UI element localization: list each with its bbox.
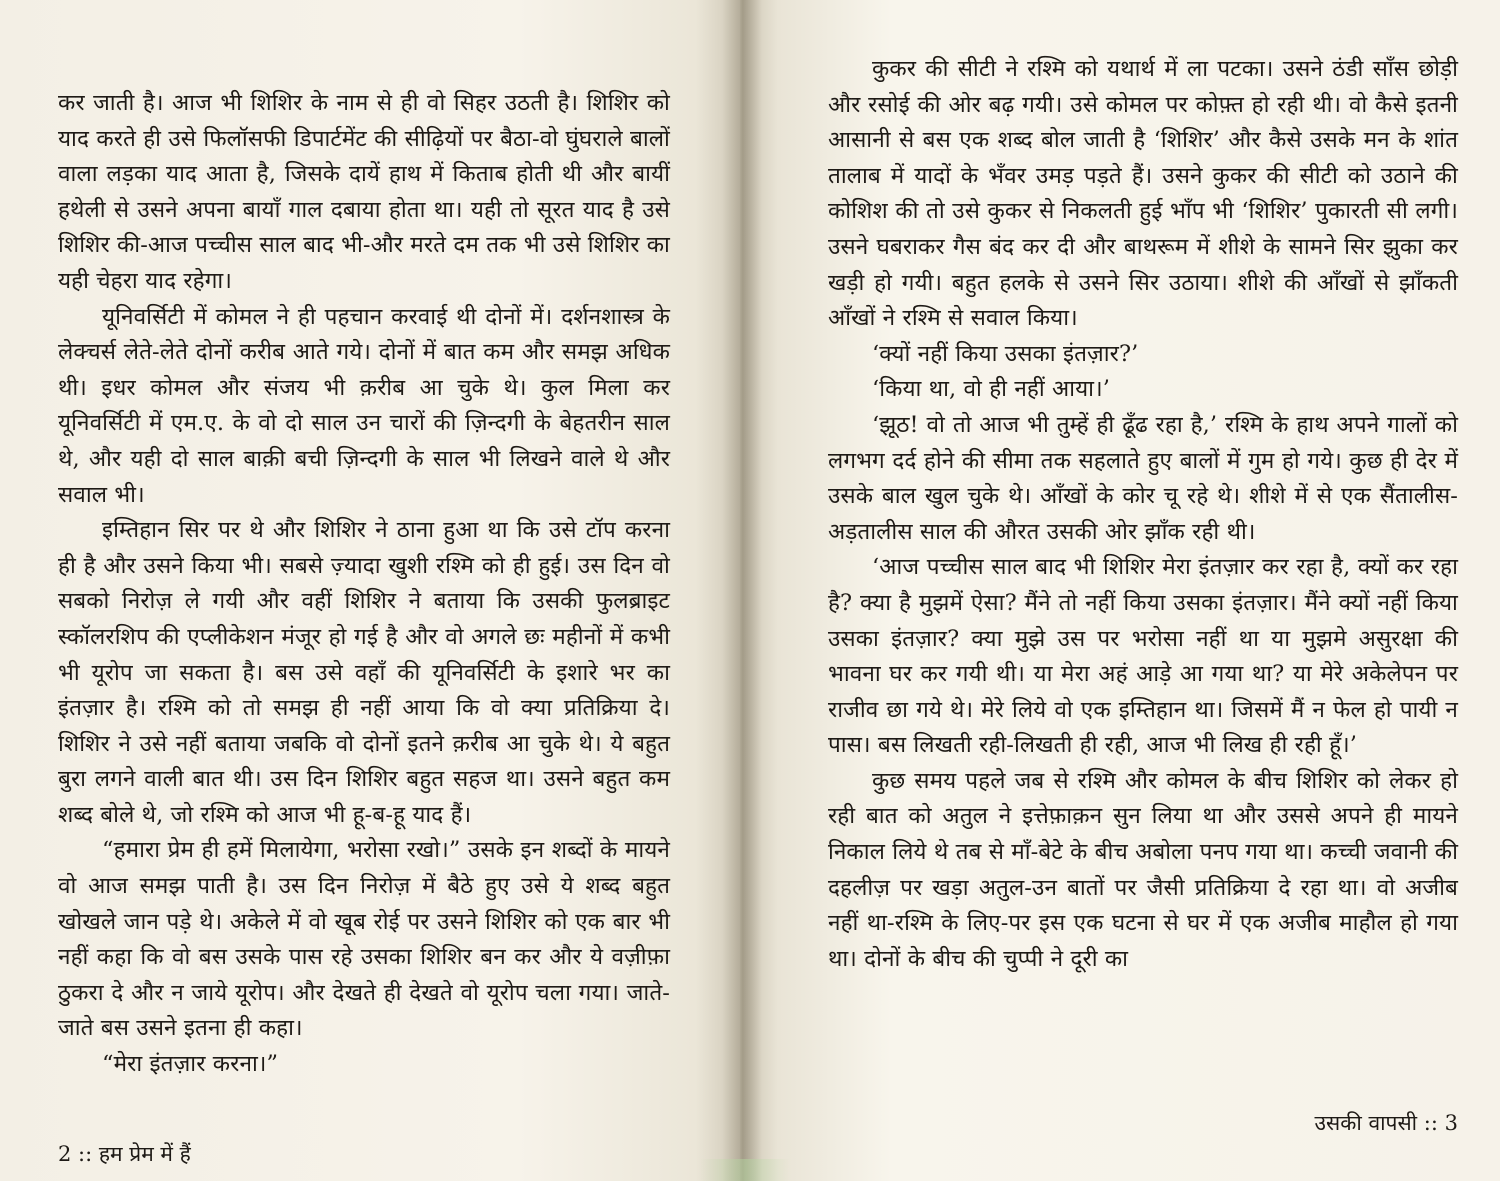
paragraph: कुछ समय पहले जब से रश्मि और कोमल के बीच शिशिर को लेकर हो रही बात को अतुल ने इत्तेफ़ाक़न सुन लिया था और उससे अपने ही मायने निकाल लिये थे तब से माँ-बेटे के बीच अबोला पनप गया था। कच्ची जवानी की दहलीज़ पर खड़ा अतुल-उन बातों पर जैसी प्रतिक्रिया दे रहा था। वो अजीब नहीं था-रश्मि के लिए-पर इस एक घटना से घर में एक अजीब माहौल हो गया था। दोनों के बीच की चुप्पी ने दूरी का: [828, 767, 1458, 972]
page-number-footer: उसकी वापसी :: 3: [1314, 1111, 1458, 1135]
paragraph: ‘किया था, वो ही नहीं आया।’: [872, 376, 1110, 403]
paragraph: “मेरा इंतज़ार करना।”: [102, 1051, 279, 1078]
paragraph: ‘झूठ! वो तो आज भी तुम्हें ही ढूँढ रहा है,’ रश्मि के हाथ अपने गालों को लगभग दर्द होने की सीमा तक सहलाते हुए बालों में गुम हो गये। कुछ ही देर में उसके बाल खुल चुके थे। आँखों के कोर चू रहे थे। शीशे में से एक सैंतालीस-अड़तालीस साल की औरत उसकी ओर झाँक रही थी।: [828, 411, 1458, 545]
paragraph: इम्तिहान सिर पर थे और शिशिर ने ठाना हुआ था कि उसे टॉप करना ही है और उसने किया भी। सबसे ज़्यादा खुशी रश्मि को ही हुई। उस दिन वो सबको निरोज़ ले गयी और वहीं शिशिर ने बताया कि उसकी फुलब्राइट स्कॉलरशिप की एप्लीकेशन मंजूर हो गई है और वो अगले छः महीनों में कभी भी यूरोप जा सकता है। बस उसे वहाँ की यूनिवर्सिटी के इशारे भर का इंतज़ार है। रश्मि को तो समझ ही नहीं आया कि वो क्या प्रतिक्रिया दे। शिशिर ने उसे नहीं बताया जबकि वो दोनों इतने क़रीब आ चुके थे। ये बहुत बुरा लगने वाली बात थी। उस दिन शिशिर बहुत सहज था। उसने बहुत कम शब्द बोले थे, जो रश्मि को आज भी हू-ब-हू याद हैं।: [58, 517, 670, 828]
left-page: [0, 0, 740, 1181]
right-page: [740, 0, 1500, 1181]
spine-edge: [700, 1159, 790, 1181]
paragraph: यूनिवर्सिटी में कोमल ने ही पहचान करवाई थी दोनों में। दर्शनशास्त्र के लेक्चर्स लेते-लेते दोनों करीब आते गये। दोनों में बात कम और समझ अधिक थी। इधर कोमल और संजय भी क़रीब आ चुके थे। कुल मिला कर यूनिवर्सिटी में एम.ए. के वो दो साल उन चारों की ज़िन्दगी के बेहतरीन साल थे, और यही दो साल बाक़ी बची ज़िन्दगी के साल भी लिखने वाले थे और सवाल भी।: [58, 303, 670, 508]
paragraph: कर जाती है। आज भी शिशिर के नाम से ही वो सिहर उठती है। शिशिर को याद करते ही उसे फिलॉसफी डिपार्टमेंट की सीढ़ियों पर बैठा-वो घुंघराले बालों वाला लड़का याद आता है, जिसके दायें हाथ में किताब होती थी और बायीं हथेली से उसने अपना बायाँ गाल दबाया होता था। यही तो सूरत याद है उसे शिशिर की-आज पच्चीस साल बाद भी-और मरते दम तक भी उसे शिशिर का यही चेहरा याद रहेगा।: [58, 90, 670, 294]
page-number-footer: 2 :: हम प्रेम में हैं: [58, 1142, 191, 1166]
paragraph: “हमारा प्रेम ही हमें मिलायेगा, भरोसा रखो।” उसके इन शब्दों के मायने वो आज समझ पाती है। उस दिन निरोज़ में बैठे हुए उसे ये शब्द बहुत खोखले जान पड़े थे। अकेले में वो खूब रोई पर उसने शिशिर को एक बार भी नहीं कहा कि वो बस उसके पास रहे उसका शिशिर बन कर और ये वज़ीफ़ा ठुकरा दे और न जाये यूरोप। और देखते ही देखते वो यूरोप चला गया। जाते-जाते बस उसने इतना ही कहा।: [58, 837, 670, 1042]
paragraph: कुकर की सीटी ने रश्मि को यथार्थ में ला पटका। उसने ठंडी साँस छोड़ी और रसोई की ओर बढ़ गयी। उसे कोमल पर कोफ़्त हो रही थी। वो कैसे इतनी आसानी से बस एक शब्द बोल जाती है ‘शिशिर’ और कैसे उसके मन के शांत तालाब में यादों के भँवर उमड़ पड़ते हैं। उसने कुकर की सीटी को उठाने की कोशिश की तो उसे कुकर से निकलती हुई भाँप भी ‘शिशिर’ पुकारती सी लगी। उसने घबराकर गैस बंद कर दी और बाथरूम में शीशे के सामने सिर झुका कर खड़ी हो गयी। बहुत हलके से उसने सिर उठाया। शीशे की आँखों से झाँकती आँखों ने रश्मि से सवाल किया।: [828, 56, 1458, 332]
paragraph: ‘क्यों नहीं किया उसका इंतज़ार?’: [872, 340, 1139, 367]
paragraph: ‘आज पच्चीस साल बाद भी शिशिर मेरा इंतज़ार कर रहा है, क्यों कर रहा है? क्या है मुझमें ऐसा? मैंने तो नहीं किया उसका इंतज़ार। मैंने क्यों नहीं किया उसका इंतज़ार? क्या मुझे उस पर भरोसा नहीं था या मुझमे असुरक्षा की भावना घर कर गयी थी। या मेरा अहं आड़े आ गया था? या मेरे अकेलेपन पर राजीव छा गये थे। मेरे लिये वो एक इम्तिहान था। जिसमें मैं न फेल हो पायी न पास। बस लिखती रही-लिखती ही रही, आज भी लिख ही रही हूँ।’: [828, 554, 1458, 759]
